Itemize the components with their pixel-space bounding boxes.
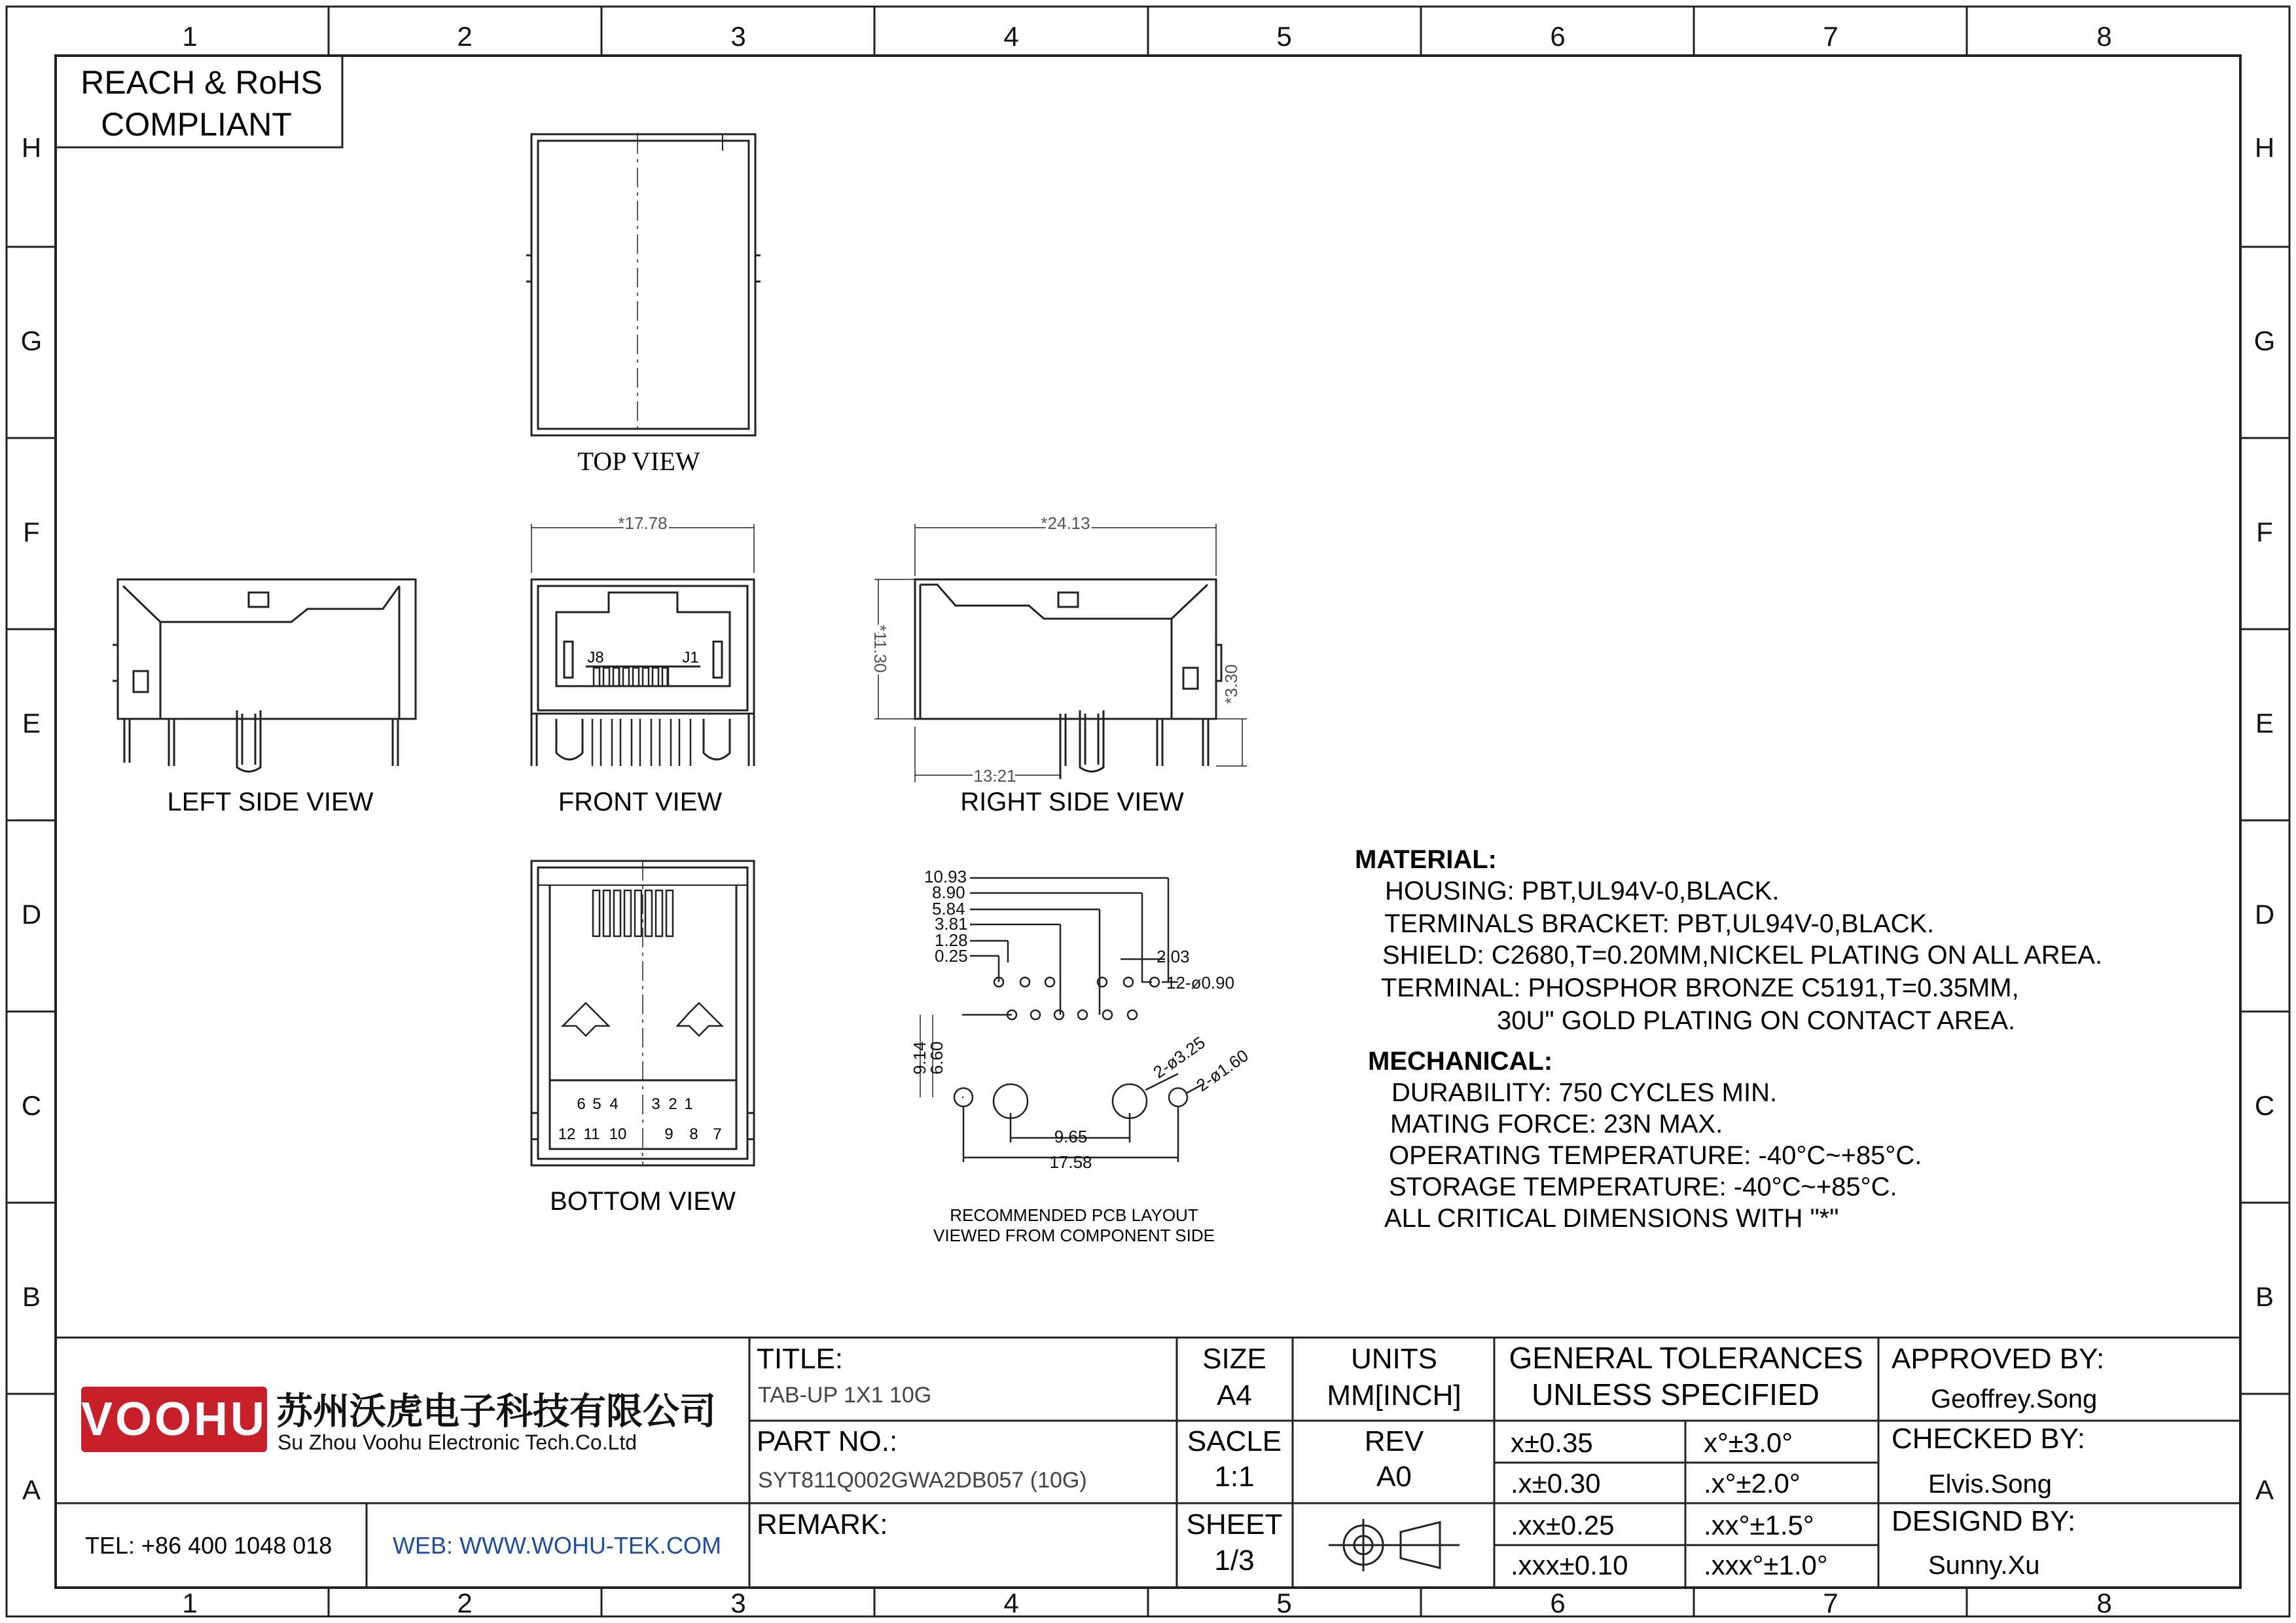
website: WEB: WWW.WOHU-TEK.COM [393, 1532, 721, 1559]
scale-value: 1:1 [1214, 1461, 1255, 1493]
zone-row-label: D [2254, 899, 2275, 930]
title-block-grid [56, 1338, 2240, 1588]
zone-row-label: H [2254, 132, 2275, 163]
tolerance-cell: .xxx±0.10 [1511, 1550, 1628, 1580]
right-side-view-label: RIGHT SIDE VIEW [960, 788, 1184, 816]
company-name-cn: 苏州沃虎电子科技有限公司 [276, 1391, 716, 1432]
zone-column-label: 6 [1550, 1588, 1566, 1618]
projection-symbol [1329, 1519, 1460, 1571]
zone-row-label: G [2253, 325, 2276, 356]
approved-value: Geoffrey.Song [1931, 1385, 2098, 1413]
zone-row-label: B [2255, 1281, 2274, 1312]
zone-row-label: E [22, 708, 41, 739]
zone-column-label: 4 [1003, 21, 1019, 52]
zone-column-label: 2 [457, 21, 473, 52]
zone-column-label: 1 [182, 1588, 198, 1618]
zone-row-label: C [21, 1090, 42, 1121]
pcb-dim-025: 0.25 [935, 946, 968, 966]
compliance-line2: COMPLIANT [101, 106, 292, 143]
units-value: MM[INCH] [1327, 1379, 1462, 1412]
pcb-dim-660: 6.60 [927, 1041, 946, 1075]
zone-column-label: 7 [1823, 1588, 1839, 1618]
sheet-label: SHEET [1186, 1508, 1283, 1541]
tolerance-cell: x°±3.0° [1704, 1427, 1793, 1458]
approved-label: APPROVED BY: [1892, 1343, 2105, 1375]
zone-row-label: D [21, 899, 42, 930]
front-j8-label: J8 [587, 649, 604, 666]
zone-column-label: 5 [1276, 21, 1292, 52]
bottom-view-drawing [531, 861, 754, 1165]
sheet-value: 1/3 [1214, 1544, 1255, 1577]
bottom-pin-number: 3 [651, 1095, 660, 1113]
zone-row-label: A [22, 1474, 41, 1505]
designed-label: DESIGND BY: [1892, 1505, 2076, 1537]
front-view-drawing [531, 524, 754, 766]
bottom-pin-number: 4 [609, 1095, 619, 1113]
bottom-pin-number: 6 [577, 1095, 586, 1113]
mechanical-title: MECHANICAL: [1368, 1047, 1553, 1076]
pcb-dim-128: 1.28 [935, 930, 968, 950]
zone-column-label: 3 [730, 21, 746, 52]
right-pin-dim: *3.30 [1221, 664, 1241, 704]
material-line: HOUSING: PBT,UL94V-0,BLACK. [1385, 877, 1780, 905]
zone-labels [21, 21, 2276, 1618]
material-line: SHIELD: C2680,T=0.20MM,NICKEL PLATING ON ALL AREA. [1382, 941, 2103, 970]
tolerance-cell: .xx°±1.5° [1704, 1510, 1814, 1541]
remark-label: REMARK: [757, 1508, 888, 1541]
notes [1355, 845, 2102, 1233]
title-label: TITLE: [757, 1343, 844, 1375]
tolerance-title-2: UNLESS SPECIFIED [1532, 1377, 1820, 1412]
units-label: UNITS [1351, 1343, 1437, 1375]
pcb-label-line1: RECOMMENDED PCB LAYOUT [950, 1205, 1198, 1225]
zone-column-label: 5 [1276, 1588, 1292, 1618]
rev-label: REV [1364, 1425, 1424, 1457]
right-length-dim: *24.13 [1041, 513, 1090, 533]
zone-row-label: F [2256, 517, 2273, 547]
bottom-pin-number: 1 [684, 1095, 693, 1113]
company-name-en: Su Zhou Voohu Electronic Tech.Co.Ltd [278, 1431, 637, 1454]
pcb-big-holes: 2-ø3.25 [1149, 1032, 1209, 1082]
pcb-dim-1093: 10.93 [924, 867, 967, 886]
bottom-pin-number: 10 [609, 1125, 627, 1143]
right-height-dim: *11.30 [870, 625, 890, 673]
material-title: MATERIAL: [1355, 845, 1497, 874]
mechanical-line: MATING FORCE: 23N MAX. [1390, 1110, 1723, 1139]
front-j1-label: J1 [682, 649, 699, 666]
tolerance-cell: x±0.35 [1511, 1427, 1593, 1458]
tolerance-cell: .xx±0.25 [1511, 1510, 1615, 1541]
bottom-pin-number: 2 [668, 1095, 677, 1113]
bottom-view-label: BOTTOM VIEW [550, 1187, 736, 1216]
checked-label: CHECKED BY: [1892, 1423, 2085, 1455]
tel: TEL: +86 400 1048 018 [85, 1532, 332, 1559]
pcb-dim-914: 9.14 [910, 1041, 929, 1075]
part-no-label: PART NO.: [757, 1425, 898, 1457]
zone-column-label: 8 [2096, 1588, 2112, 1618]
zone-row-label: H [21, 132, 42, 163]
material-line: TERMINAL: PHOSPHOR BRONZE C5191,T=0.35MM, [1381, 974, 2019, 1002]
front-view-label: FRONT VIEW [558, 788, 723, 816]
material-line: TERMINALS BRACKET: PBT,UL94V-0,BLACK. [1384, 909, 1935, 938]
part-no-value: SYT811Q002GWA2DB057 (10G) [758, 1468, 1087, 1493]
tolerance-title-1: GENERAL TOLERANCES [1509, 1341, 1863, 1375]
material-line: 30U" GOLD PLATING ON CONTACT AREA. [1497, 1006, 2016, 1035]
zone-row-label: A [2255, 1474, 2274, 1505]
pcb-dim-203: 2.03 [1157, 947, 1190, 966]
zone-row-label: C [2254, 1090, 2275, 1121]
pcb-dim-584: 5.84 [932, 899, 965, 919]
pcb-label-line2: VIEWED FROM COMPONENT SIDE [933, 1226, 1215, 1245]
bottom-pin-number: 9 [664, 1125, 673, 1143]
zone-row-label: G [20, 325, 43, 356]
pcb-dim-890: 8.90 [932, 883, 965, 902]
zone-column-label: 6 [1550, 21, 1566, 52]
top-view-drawing [526, 134, 761, 435]
pcb-dim-381: 3.81 [935, 914, 968, 934]
title-value: TAB-UP 1X1 10G [758, 1383, 932, 1408]
front-width-dim: *17.78 [618, 513, 668, 533]
size-label: SIZE [1202, 1343, 1266, 1375]
pcb-pin-holes: 12-ø0.90 [1166, 973, 1235, 993]
zone-column-label: 2 [457, 1588, 473, 1618]
left-side-view-label: LEFT SIDE VIEW [167, 788, 374, 816]
bottom-pin-number: 12 [558, 1125, 576, 1143]
checked-value: Elvis.Song [1928, 1470, 2052, 1499]
right-offset-dim: 13.21 [973, 766, 1016, 786]
scale-label: SACLE [1187, 1425, 1282, 1457]
zone-row-label: F [23, 517, 40, 547]
zone-column-label: 8 [2096, 21, 2112, 52]
zone-column-label: 7 [1823, 21, 1839, 52]
voohu-logo-text: VOOHU [81, 1393, 268, 1446]
designed-value: Sunny.Xu [1928, 1551, 2040, 1580]
right-side-view-drawing [874, 524, 1247, 782]
zone-column-label: 1 [182, 21, 198, 52]
tolerance-cell: .x±0.30 [1511, 1468, 1601, 1499]
rev-value: A0 [1376, 1461, 1412, 1493]
zone-column-label: 4 [1003, 1588, 1019, 1618]
top-view-label: TOP VIEW [577, 447, 700, 476]
bottom-pin-number: 8 [689, 1125, 698, 1143]
pcb-small-holes: 2-ø1.60 [1193, 1045, 1252, 1095]
bottom-pin-labels [558, 1095, 722, 1143]
tolerance-cell: .xxx°±1.0° [1704, 1550, 1828, 1580]
pcb-dim-965: 9.65 [1054, 1127, 1088, 1146]
mechanical-line: OPERATING TEMPERATURE: -40°C~+85°C. [1389, 1141, 1922, 1170]
pcb-dim-1758: 17.58 [1049, 1152, 1092, 1172]
bottom-pin-number: 5 [592, 1095, 601, 1113]
tolerance-cell: .x°±2.0° [1704, 1468, 1801, 1499]
left-side-view-drawing [113, 579, 416, 772]
bottom-pin-number: 11 [583, 1125, 600, 1143]
bottom-pin-number: 7 [713, 1125, 722, 1143]
compliance-line1: REACH & RoHS [81, 64, 323, 101]
zone-row-label: B [22, 1281, 41, 1312]
mechanical-line: ALL CRITICAL DIMENSIONS WITH "*" [1384, 1204, 1839, 1233]
mechanical-line: STORAGE TEMPERATURE: -40°C~+85°C. [1389, 1173, 1897, 1201]
zone-row-label: E [2255, 708, 2274, 739]
mechanical-line: DURABILITY: 750 CYCLES MIN. [1391, 1078, 1778, 1107]
zone-column-label: 3 [730, 1588, 746, 1618]
size-value: A4 [1217, 1379, 1252, 1412]
